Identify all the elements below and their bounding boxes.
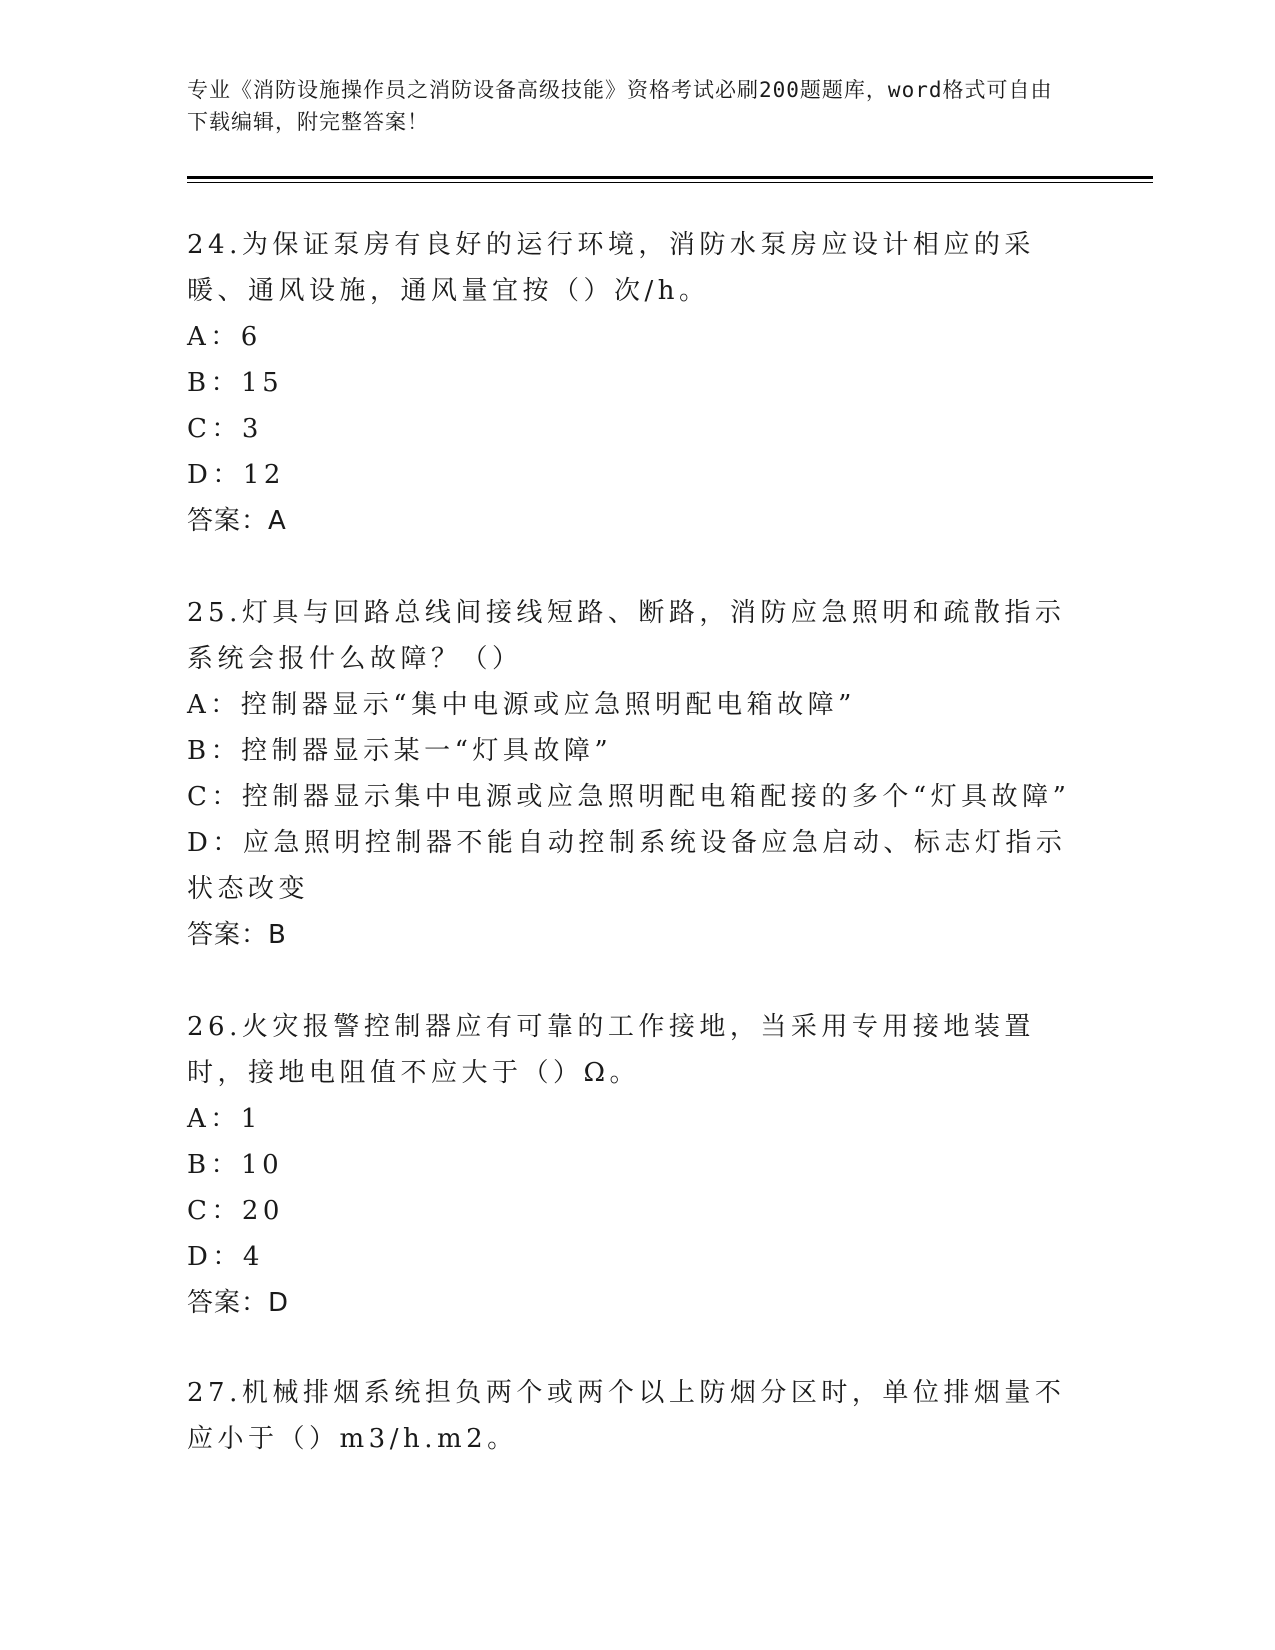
- question-27: [187, 1370, 1087, 1462]
- option-d: D：12: [187, 460, 285, 490]
- option-d: D：4: [187, 1242, 264, 1272]
- question-26: [187, 1004, 1087, 1326]
- option-b: B：控制器显示某一“灯具故障”: [187, 736, 613, 766]
- question-stem: 24.为保证泵房有良好的运行环境，消防水泵房应设计相应的采暖、通风设施，通风量宜按（）次/h。: [187, 230, 1035, 306]
- question-stem: 26.火灾报警控制器应有可靠的工作接地，当采用专用接地装置时，接地电阻值不应大于（）Ω。: [187, 1012, 1035, 1088]
- option-b: B：15: [187, 368, 284, 398]
- option-a: A：控制器显示“集中电源或应急照明配电箱故障”: [187, 690, 856, 720]
- answer-label: 答案：B: [187, 920, 287, 950]
- option-a: A：6: [187, 322, 262, 352]
- answer-label: 答案：A: [187, 506, 287, 536]
- question-stem: 27.机械排烟系统担负两个或两个以上防烟分区时，单位排烟量不应小于（）m3/h.m2。: [187, 1378, 1066, 1454]
- answer-label: 答案：D: [187, 1288, 290, 1318]
- header-divider-thin: [187, 182, 1153, 183]
- option-c: C：控制器显示集中电源或应急照明配电箱配接的多个“灯具故障”: [187, 782, 1071, 812]
- question-stem: 25.灯具与回路总线间接线短路、断路，消防应急照明和疏散指示系统会报什么故障？（）: [187, 598, 1066, 674]
- document-header: 专业《消防设施操作员之消防设备高级技能》资格考试必刷200题题库，word格式可自由下载编辑，附完整答案！: [187, 78, 1053, 134]
- option-b: B：10: [187, 1150, 284, 1180]
- question-25: [187, 590, 1087, 958]
- question-24: [187, 222, 1087, 544]
- option-c: C：20: [187, 1196, 284, 1226]
- option-d: D：应急照明控制器不能自动控制系统设备应急启动、标志灯指示状态改变: [187, 828, 1067, 904]
- option-a: A：1: [187, 1104, 262, 1134]
- header-divider-thick: [187, 176, 1153, 179]
- option-c: C：3: [187, 414, 263, 444]
